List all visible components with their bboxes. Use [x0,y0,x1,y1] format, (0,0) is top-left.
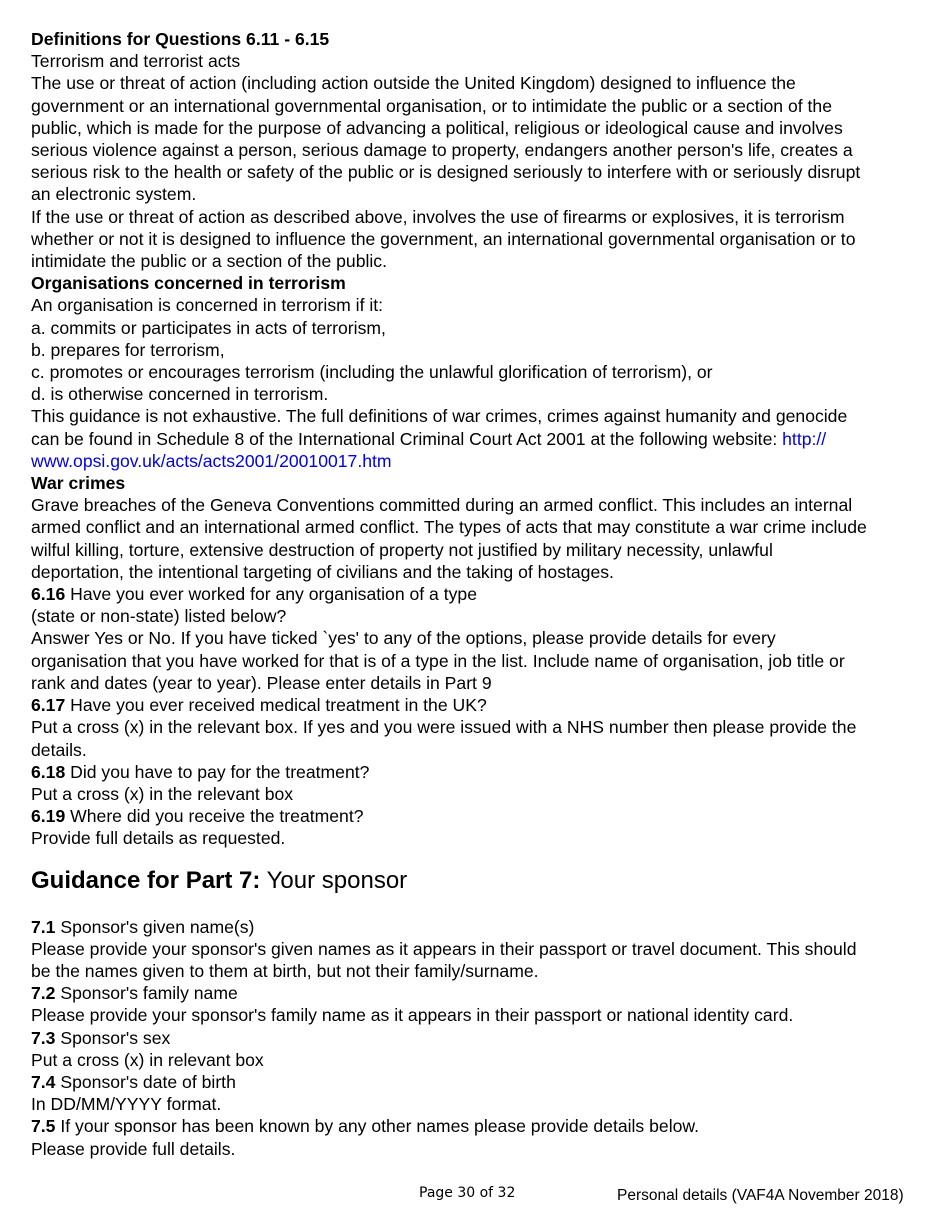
part-7-heading-rest: Your sponsor [260,866,408,894]
question-number: 7.1 [31,916,56,937]
question-help: Please provide full details. [31,1138,236,1159]
question-help: organisation that you have worked for that is of a type in the list. Include name of organisation, job title or [31,650,845,671]
question-help: rank and dates (year to year). Please enter details in Part 9 [31,672,492,693]
question-6-19 [31,805,921,827]
page-number: Page 30 of 32 [419,1185,516,1201]
question-7-2 [31,982,921,1004]
list-item: b. prepares for terrorism, [31,339,225,360]
paragraph-line: serious violence against a person, serious damage to property, endangers another person's life, creates a [31,140,853,161]
question-text: Where did you receive the treatment? [65,806,364,827]
question-number: 7.5 [31,1116,56,1137]
guidance-line-with-link [31,428,921,450]
question-text: Sponsor's sex [55,1027,171,1048]
organisations-intro: An organisation is concerned in terrorism if it: [31,295,384,316]
paragraph-line: an electronic system. [31,184,197,205]
question-text: Have you ever received medical treatment in the UK? [65,695,487,716]
question-text: Sponsor's family name [55,983,238,1004]
question-number: 7.3 [31,1027,56,1048]
paragraph-line: If the use or threat of action as described above, involves the use of firearms or explosives, it is terrorism [31,206,845,227]
list-item: d. is otherwise concerned in terrorism. [31,384,329,405]
question-7-4 [31,1071,921,1093]
question-help: Answer Yes or No. If you have ticked `yes' to any of the options, please provide details for every [31,628,776,649]
paragraph-line: deportation, the intentional targeting of civilians and the taking of hostages. [31,561,614,582]
question-help: Put a cross (x) in the relevant box. If yes and you were issued with a NHS number then please provide the [31,717,857,738]
question-help: Please provide your sponsor's given names as it appears in their passport or travel document. This should [31,938,857,959]
paragraph-line: Grave breaches of the Geneva Conventions committed during an armed conflict. This includes an internal [31,495,853,516]
terrorism-subheading: Terrorism and terrorist acts [31,51,241,72]
question-number: 6.19 [31,806,66,827]
paragraph-line: armed conflict and an international armed conflict. The types of acts that may constitute a war crime include [31,517,867,538]
paragraph-line: whether or not it is designed to influence the government, an international governmental organisation or to [31,228,856,249]
question-help: Put a cross (x) in the relevant box [31,783,294,804]
organisations-heading: Organisations concerned in terrorism [31,273,346,294]
question-7-5 [31,1115,921,1137]
definitions-heading: Definitions for Questions 6.11 - 6.15 [31,29,330,49]
paragraph-line: intimidate the public or a section of the public. [31,251,387,272]
question-6-17 [31,694,921,716]
firearms-paragraph [31,206,921,273]
website-link-continued[interactable]: www.opsi.gov.uk/acts/acts2001/20010017.htm [31,450,392,471]
question-number: 6.18 [31,761,66,782]
question-text: Sponsor's date of birth [55,1071,236,1092]
question-number: 7.4 [31,1071,56,1092]
question-help: details. [31,739,87,760]
paragraph-line: public, which is made for the purpose of advancing a political, religious or ideological cause and involves [31,117,843,138]
question-text: Have you ever worked for any organisation of a type [65,584,477,605]
war-crimes-heading: War crimes [31,473,126,494]
paragraph-line: wilful killing, torture, extensive destruction of property not justified by military necessity, unlawful [31,539,773,560]
list-item: c. promotes or encourages terrorism (including the unlawful glorification of terrorism), or [31,362,713,383]
part-7-heading [31,866,921,896]
question-number: 6.16 [31,584,66,605]
question-help: In DD/MM/YYYY format. [31,1094,222,1115]
question-6-18 [31,761,921,783]
question-7-3 [31,1027,921,1049]
war-crimes-definition [31,494,921,583]
question-text: Did you have to pay for the treatment? [65,761,370,782]
guidance-text: can be found in Schedule 8 of the International Criminal Court Act 2001 at the following website: [31,428,783,449]
list-item: a. commits or participates in acts of terrorism, [31,317,386,338]
document-body [31,28,921,1160]
question-text-continued: (state or non-state) listed below? [31,606,287,627]
question-help: Provide full details as requested. [31,828,286,849]
website-link[interactable]: http:// [782,428,827,449]
question-text: Sponsor's given name(s) [55,916,255,937]
paragraph-line: The use or threat of action (including action outside the United Kingdom) designed to influence the [31,73,796,94]
question-text: If your sponsor has been known by any other names please provide details below. [55,1116,700,1137]
question-help: Please provide your sponsor's family name as it appears in their passport or national identity card. [31,1005,794,1026]
terrorism-definition [31,72,921,205]
question-number: 7.2 [31,983,56,1004]
guidance-line: This guidance is not exhaustive. The full definitions of war crimes, crimes against humanity and genocide [31,406,848,427]
question-help: Put a cross (x) in relevant box [31,1049,264,1070]
paragraph-line: serious risk to the health or safety of the public or is designed seriously to interfere with or seriously disrupt [31,162,861,183]
question-number: 6.17 [31,695,66,716]
document-footer-title: Personal details (VAF4A November 2018) [617,1187,904,1204]
question-help: be the names given to them at birth, but not their family/surname. [31,960,539,981]
part-7-heading-bold: Guidance for Part 7: [31,866,261,894]
paragraph-line: government or an international governmental organisation, or to intimidate the public or a section of the [31,95,832,116]
question-6-16 [31,583,921,605]
question-7-1 [31,916,921,938]
